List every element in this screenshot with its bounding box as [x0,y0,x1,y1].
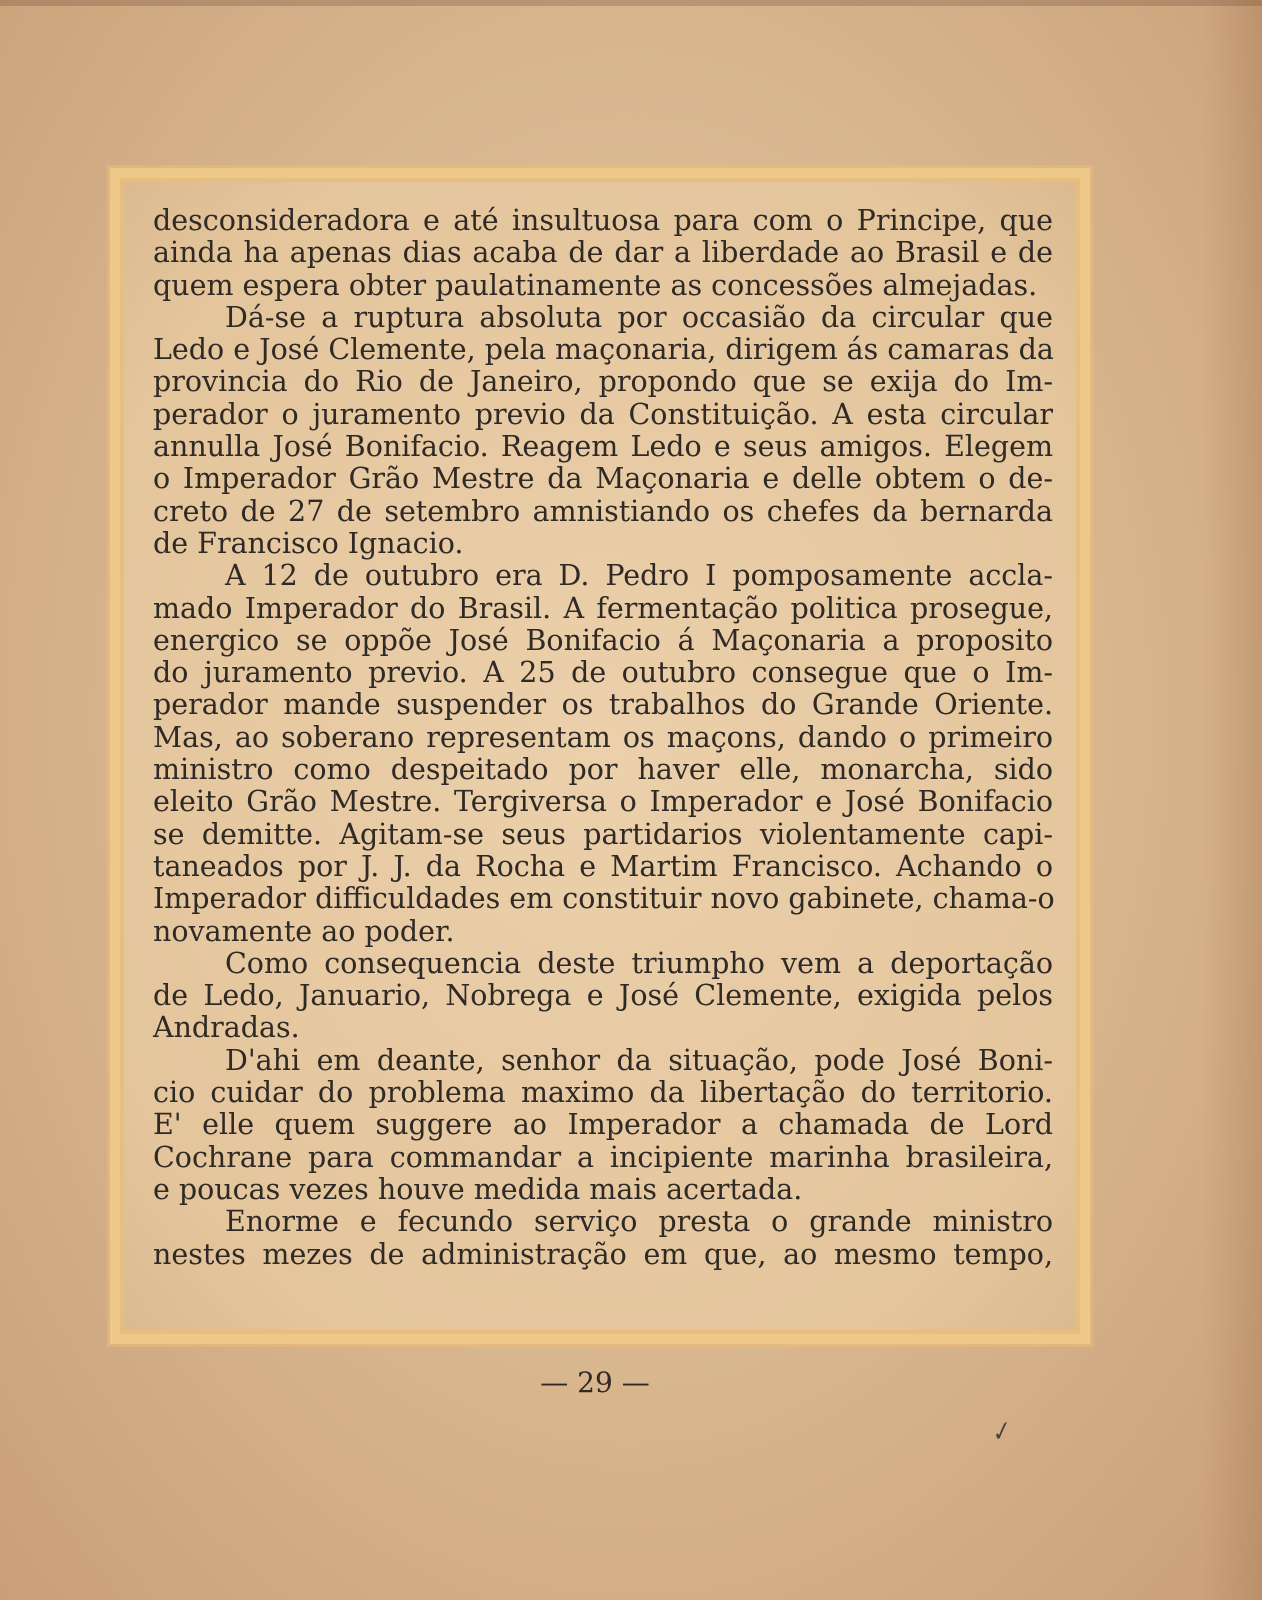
text-line: E' elle quem suggere ao Imperador a chamada de Lord [153,1108,1053,1142]
text-line: ministro como despeitado por haver elle, monarcha, sido [153,753,1053,787]
text-line: novamente ao poder. [153,914,455,948]
text-line: energico se oppõe José Bonifacio á Maçonaria a proposito [153,623,1053,657]
text-line: do juramento previo. A 25 de outubro consegue que o Im- [153,656,1053,690]
page-right-edge [1202,0,1262,1600]
text-line: perador mande suspender os trabalhos do Grande Oriente. [153,688,1053,722]
text-line: Cochrane para commandar a incipiente marinha brasileira, [153,1140,1053,1174]
text-line: Mas, ao soberano representam os maçons, dando o primeiro [153,720,1053,754]
page-top-edge [0,0,1262,6]
text-line: quem espera obter paulatinamente as concessões almejadas. [153,268,1038,302]
text-line: se demitte. Agitam-se seus partidarios violentamente capi- [153,817,1053,851]
text-line: creto de 27 de setembro amnistiando os chefes da bernarda [153,494,1053,528]
text-line: de Francisco Ignacio. [153,526,464,560]
text-line: annulla José Bonifacio. Reagem Ledo e seus amigos. Elegem [153,430,1053,464]
margin-mark: ✓ [985,1415,1015,1449]
text-line: provincia do Rio de Janeiro, propondo que se exija do Im- [153,365,1053,399]
text-line: taneados por J. J. da Rocha e Martim Francisco. Achando o [153,849,1053,883]
text-line: Dá-se a ruptura absoluta por occasião da circular que [225,300,1053,334]
text-line: ainda ha apenas dias acaba de dar a liberdade ao Brasil e de [153,236,1053,270]
text-line: Andradas. [153,1011,300,1045]
text-line: Enorme e fecundo serviço presta o grande ministro [225,1205,1053,1239]
page-number: — 29 — [540,1366,650,1399]
text-line: nestes mezes de administração em que, ao mesmo tempo, [153,1237,1053,1271]
body-text [153,205,1053,1271]
text-line: cio cuidar do problema maximo da libertação do territorio. [153,1076,1053,1110]
text-line: o Imperador Grão Mestre da Maçonaria e delle obtem o de- [153,462,1053,496]
text-line: D'ahi em deante, senhor da situação, pode José Boni- [225,1043,1053,1077]
text-line: Ledo e José Clemente, pela maçonaria, dirigem ás camaras da [153,333,1054,367]
text-line: desconsideradora e até insultuosa para com o Principe, que [153,204,1053,237]
text-line: Imperador difficuldades em constituir novo gabinete, chama-o [153,882,1055,916]
text-line: mado Imperador do Brasil. A fermentação politica prosegue, [153,591,1053,625]
text-line: perador o juramento previo da Constituição. A esta circular [153,397,1053,431]
text-line: de Ledo, Januario, Nobrega e José Clemente, exigida pelos [153,979,1053,1013]
text-line: A 12 de outubro era D. Pedro I pomposamente accla- [225,559,1053,593]
text-line: Como consequencia deste triumpho vem a deportação [225,946,1053,980]
text-line: e poucas vezes houve medida mais acertada. [153,1172,803,1206]
text-line: eleito Grão Mestre. Tergiversa o Imperador e José Bonifacio [153,785,1053,819]
